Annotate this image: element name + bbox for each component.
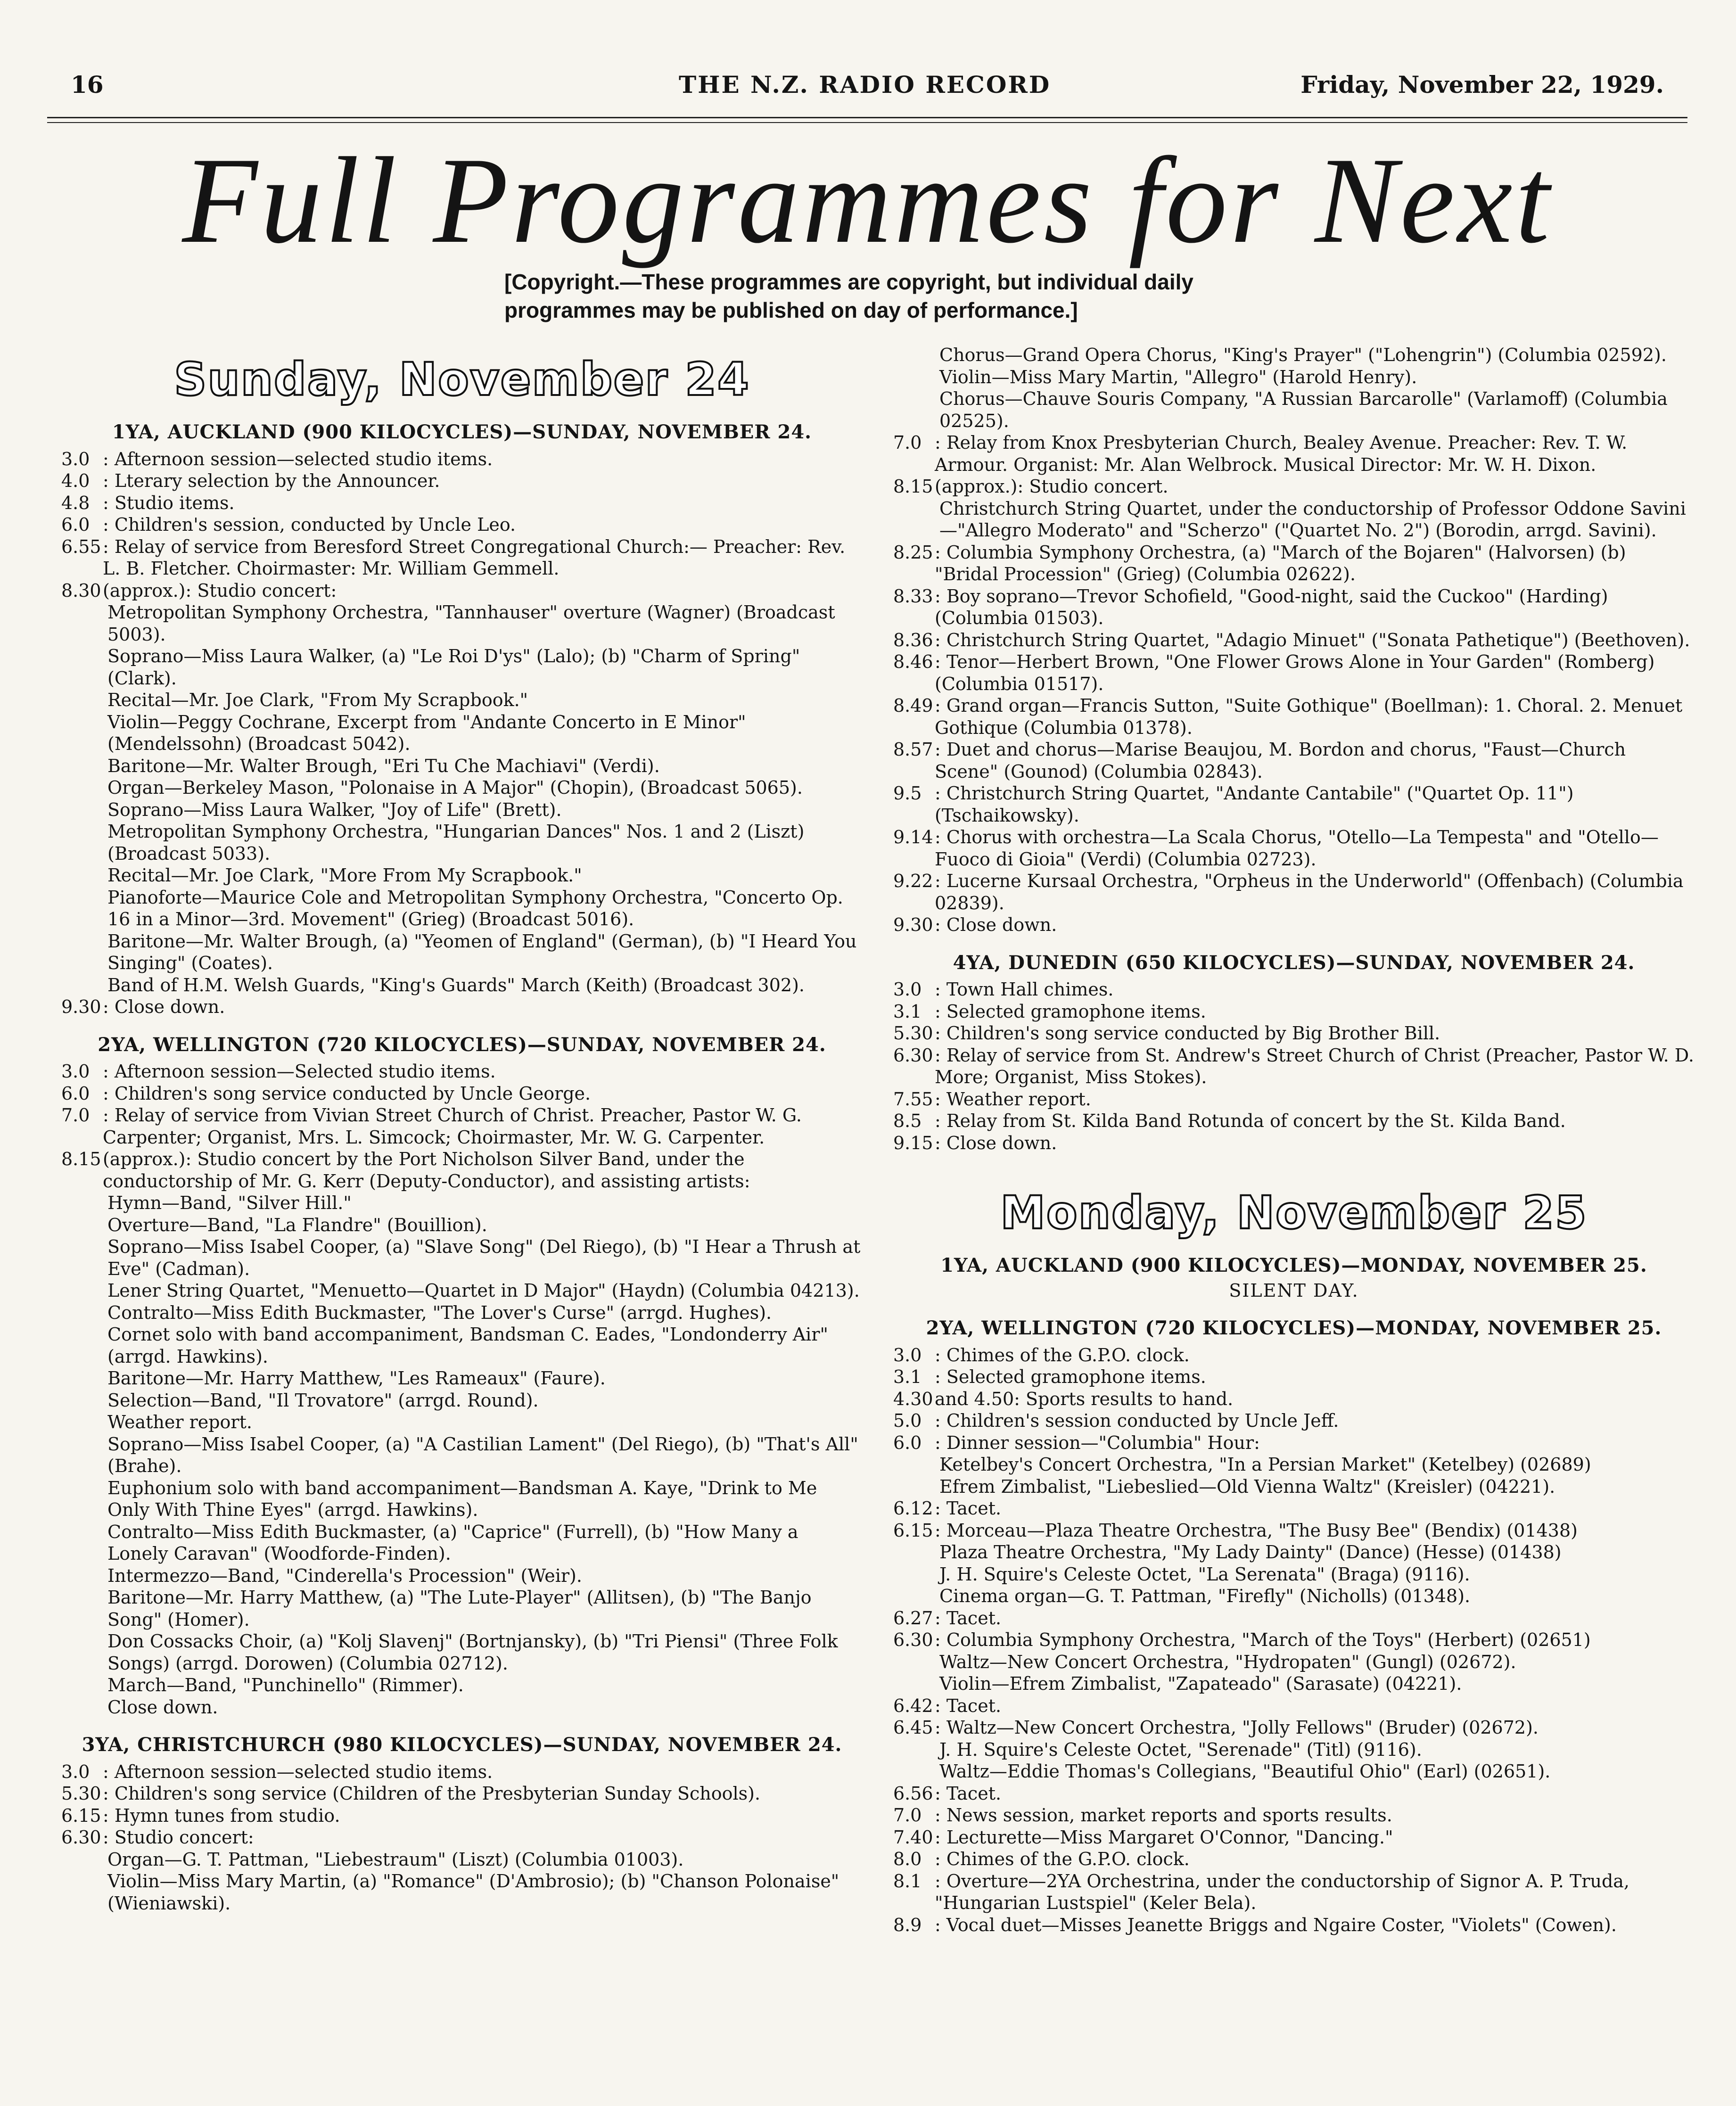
station-heading: 2YA, WELLINGTON (720 KILOCYCLES)—MONDAY, NOVEMBER 25. [926,1317,1662,1339]
concert-item: Lener String Quartet, "Menuetto—Quartet in D Major" (Haydn) (Columbia 04213). [107,1280,860,1301]
concert-item: Organ—Berkeley Mason, "Polonaise in A Major" (Chopin), (Broadcast 5065). [107,777,803,798]
dinner-item: Waltz—Eddie Thomas's Collegians, "Beautiful Ohio" (Earl) (02651). [939,1761,1551,1782]
program-line: 9.22 : Lucerne Kursaal Orchestra, "Orpheus in the Underworld" (Offenbach) (Columbia 02839). [893,871,1684,913]
concert-item: Cornet solo with band accompaniment, Bandsman C. Eades, "Londonderry Air" (arrgd. Hawkins). [107,1324,828,1367]
concert-item: Metropolitan Symphony Orchestra, "Hungarian Dances" Nos. 1 and 2 (Liszt) (Broadcast 5033). [107,821,805,864]
concert-item: Euphonium solo with band accompaniment—Bandsman A. Kaye, "Drink to Me Only With Thine Eyes" (arrgd. Hawkins). [107,1477,817,1520]
program-line: 8.49 : Grand organ—Francis Sutton, "Suite Gothique" (Boellman): 1. Choral. 2. Menuet Gothique (Columbia 01378). [893,695,1683,738]
dinner-item: Cinema organ—G. T. Pattman, "Firefly" (Nicholls) (01348). [939,1586,1471,1606]
dinner-item: Plaza Theatre Orchestra, "My Lady Dainty" (Dance) (Hesse) (01438) [939,1542,1562,1563]
program-line: 5.0 : Children's session conducted by Uncle Jeff. [893,1410,1339,1431]
concert-item: Baritone—Mr. Walter Brough, (a) "Yeomen of England" (German), (b) "I Heard You Singing" (Coates). [107,930,857,973]
program-line: 3.1 : Selected gramophone items. [893,1001,1206,1022]
program-line: 8.5 : Relay from St. Kilda Band Rotunda of concert by the St. Kilda Band. [893,1111,1566,1131]
monday-2ya-section [893,1317,1695,1936]
program-line: 5.30 : Children's song service conducted by Big Brother Bill. [893,1023,1440,1044]
station-heading: 1YA, AUCKLAND (900 KILOCYCLES)—MONDAY, NOVEMBER 25. [940,1254,1647,1276]
sunday-3ya-continued [893,344,1695,936]
page-headline: Full Programmes for Next [182,132,1553,269]
publication-title: THE N.Z. RADIO RECORD [679,71,1051,99]
station-heading: 4YA, DUNEDIN (650 KILOCYCLES)—SUNDAY, NOVEMBER 24. [953,951,1635,974]
dinner-item: Efrem Zimbalist, "Liebeslied—Old Vienna Waltz" (Kreisler) (04221). [939,1476,1555,1497]
program-line: 8.57 : Duet and chorus—Marise Beaujou, M. Bordon and chorus, "Faust—Church Scene" (Gounod) (Columbia 02843). [893,739,1626,782]
program-line: 9.30 : Close down. [61,996,225,1017]
silent-day-note: SILENT DAY. [1229,1280,1359,1301]
program-line: 6.27 : Tacet. [893,1607,1002,1629]
program-line: 8.46 : Tenor—Herbert Brown, "One Flower Grows Alone in Your Garden" (Romberg) (Columbia 01517). [893,651,1655,694]
running-head [71,71,1664,104]
program-line: 6.42 : Tacet. [893,1695,1002,1716]
sunday-2ya-section [61,1034,863,1719]
program-line: 6.15 : Morceau—Plaza Theatre Orchestra, "The Busy Bee" (Bendix) (01438) [893,1520,1578,1541]
program-line: 8.33 : Boy soprano—Trevor Schofield, "Good-night, said the Cuckoo" (Harding) (Columbia 01503). [893,585,1608,628]
program-line: 8.25 : Columbia Symphony Orchestra, (a) "March of the Bojaren" (Halvorsen) (b) "Bridal Procession" (Grieg) (Columbia 02622). [893,542,1626,584]
program-line: 6.0 : Children's song service conducted by Uncle George. [61,1083,591,1104]
program-line: 6.55 : Relay of service from Beresford Street Congregational Church:— Preacher: Rev. L. B. Fletcher. Choirmaster: Mr. William Gemmell. [61,536,846,579]
concert-item: Overture—Band, "La Flandre" (Bouillion). [107,1214,487,1235]
header-rule [47,117,1687,123]
issue-date: Friday, November 22, 1929. [1300,71,1664,99]
dinner-item: J. H. Squire's Celeste Octet, "La Serenata" (Braga) (9116). [939,1563,1470,1585]
page-number: 16 [71,71,104,99]
program-line: 3.0 : Afternoon session—selected studio items. [61,448,493,469]
program-line: 9.30 : Close down. [893,914,1057,935]
program-line: 6.0 : Children's session, conducted by Uncle Leo. [61,514,516,535]
concert-item: Recital—Mr. Joe Clark, "More From My Scrapbook." [107,865,582,886]
station-heading: 1YA, AUCKLAND (900 KILOCYCLES)—SUNDAY, NOVEMBER 24. [112,421,812,443]
dinner-item: Violin—Efrem Zimbalist, "Zapateado" (Sarasate) (04221). [939,1673,1462,1694]
concert-item: Don Cossacks Choir, (a) "Kolj Slavenj" (Bortnjansky), (b) "Tri Piensi" (Three Folk Songs) (arrgd. Dorowen) (Columbia 02712). [107,1631,838,1674]
concert-item: March—Band, "Punchinello" (Rimmer). [107,1675,464,1695]
program-line: 7.55 : Weather report. [893,1088,1091,1110]
sunday-4ya-section [893,952,1695,1154]
concert-item: Baritone—Mr. Walter Brough, "Eri Tu Che Machiavi" (Verdi). [107,755,660,776]
program-line: 3.0 : Afternoon session—selected studio items. [61,1761,493,1782]
concert-item: Baritone—Mr. Harry Matthew, (a) "The Lute-Player" (Allitsen), (b) "The Banjo Song" (Homer). [107,1587,812,1630]
concert-item: Soprano—Miss Isabel Cooper, (a) "Slave Song" (Del Riego), (b) "I Hear a Thrush at Eve" (Cadman). [107,1236,861,1279]
program-line: 6.30 : Columbia Symphony Orchestra, "March of the Toys" (Herbert) (02651) [893,1629,1591,1650]
program-line: 9.5 : Christchurch String Quartet, "Andante Cantabile" ("Quartet Op. 11") (Tschaikowsky). [893,783,1574,826]
monday-title: Monday, November 25 [1000,1186,1588,1239]
right-column [893,344,1695,1952]
program-line: 9.14 : Chorus with orchestra—La Scala Chorus, "Otello—La Tempesta" and "Otello—Fuoco di Gioia" (Verdi) (Columbia 02723). [893,827,1659,870]
concert-item: Soprano—Miss Isabel Cooper, (a) "A Castilian Lament" (Del Riego), (b) "That's All" (Brahe). [107,1433,858,1476]
program-line: 8.15 (approx.): Studio concert by the Port Nicholson Silver Band, under the conductorship of Mr. G. Kerr (Deputy-Conductor), and assisting artists: [61,1149,750,1192]
concert-item: Band of H.M. Welsh Guards, "King's Guards" March (Keith) (Broadcast 302). [107,974,805,995]
program-line: 6.0 : Dinner session—"Columbia" Hour: [893,1432,1260,1453]
concert-item: Violin—Miss Mary Martin, (a) "Romance" (D'Ambrosio); (b) "Chanson Polonaise" (Wieniawski). [107,1871,839,1914]
concert-item: Pianoforte—Maurice Cole and Metropolitan Symphony Orchestra, "Concerto Op. 16 in a Minor—3rd. Movement" (Grieg) (Broadcast 5016). [107,887,843,930]
program-line: 7.0 : Relay from Knox Presbyterian Church, Bealey Avenue. Preacher: Rev. T. W. Armour. Organist: Mr. Alan Welbrock. Musical Director: Mr. W. H. Dixon. [893,432,1628,475]
concert-item: Close down. [107,1696,218,1718]
program-line: 6.30 : Relay of service from St. Andrew's Street Church of Christ (Preacher, Pastor W. D. More; Organist, Miss Stokes). [893,1045,1694,1087]
copyright-notice: [Copyright.—These programmes are copyright, but individual daily programmes may be published on day of performance.] [504,270,1194,322]
concert-item: Violin—Peggy Cochrane, Excerpt from "Andante Concerto in E Minor" (Mendelssohn) (Broadcast 5042). [107,711,746,754]
program-line: 6.45 : Waltz—New Concert Orchestra, "Jolly Fellows" (Bruder) (02672). [893,1717,1539,1738]
program-line: 8.15 (approx.): Studio concert. [893,476,1168,497]
program-line: 6.15 : Hymn tunes from studio. [61,1805,340,1826]
station-heading: 3YA, CHRISTCHURCH (980 KILOCYCLES)—SUNDAY, NOVEMBER 24. [82,1734,842,1756]
program-line: 3.0 : Chimes of the G.P.O. clock. [893,1344,1190,1366]
program-line: 6.30 : Studio concert: [61,1827,254,1848]
program-line: 3.0 : Town Hall chimes. [893,979,1114,1000]
program-line: 6.12 : Tacet. [893,1498,1002,1519]
program-line: 6.56 : Tacet. [893,1783,1002,1804]
concert-item: Soprano—Miss Laura Walker, "Joy of Life" (Brett). [107,799,562,820]
dinner-item: Waltz—New Concert Orchestra, "Hydropaten" (Gungl) (02672). [939,1651,1516,1672]
concert-item: Soprano—Miss Laura Walker, (a) "Le Roi D'ys" (Lalo); (b) "Charm of Spring" (Clark). [107,646,800,689]
program-line: 3.1 : Selected gramophone items. [893,1366,1206,1387]
concert-item: Violin—Miss Mary Martin, "Allegro" (Harold Henry). [939,366,1417,387]
concert-item: Baritone—Mr. Harry Matthew, "Les Rameaux" (Faure). [107,1368,606,1389]
program-line: 4.0 : Lterary selection by the Announcer. [61,470,440,491]
station-heading: 2YA, WELLINGTON (720 KILOCYCLES)—SUNDAY, NOVEMBER 24. [98,1033,826,1056]
program-line: 4.30 and 4.50: Sports results to hand. [893,1388,1234,1409]
left-column [61,339,863,1930]
concert-item: Metropolitan Symphony Orchestra, "Tannhauser" overture (Wagner) (Broadcast 5003). [107,602,835,645]
concert-item: Chorus—Chauve Souris Company, "A Russian Barcarolle" (Varlamoff) (Columbia 02525). [939,388,1668,431]
concert-item: Contralto—Miss Edith Buckmaster, "The Lover's Curse" (arrgd. Hughes). [107,1302,772,1323]
concert-item: Chorus—Grand Opera Chorus, "King's Prayer" ("Lohengrin") (Columbia 02592). [939,345,1667,365]
program-line: 3.0 : Afternoon session—Selected studio items. [61,1061,496,1082]
program-line: 9.15 : Close down. [893,1132,1057,1153]
concert-item: Weather report. [107,1412,252,1432]
program-line: 8.1 : Overture—2YA Orchestrina, under the conductorship of Signor A. P. Truda, "Hungarian Lustspiel" (Keler Bela). [893,1870,1630,1913]
program-line: 7.0 : Relay of service from Vivian Street Church of Christ. Preacher, Pastor W. G. Carpenter; Organist, Mrs. L. Simcock; Choirmaster, Mr. W. G. Carpenter. [61,1105,802,1148]
program-line: 8.36 : Christchurch String Quartet, "Adagio Minuet" ("Sonata Pathetique") (Beethoven). [893,629,1690,650]
dinner-item: J. H. Squire's Celeste Octet, "Serenade" (Titl) (9116). [939,1739,1422,1760]
concert-item: Selection—Band, "Il Trovatore" (arrgd. Round). [107,1390,539,1411]
program-line: 8.30 (approx.): Studio concert: [61,580,337,601]
concert-item: Recital—Mr. Joe Clark, "From My Scrapbook." [107,690,528,710]
concert-item: Christchurch String Quartet, under the conductorship of Professor Oddone Savini—"Allegro Moderato" and "Scherzo" ("Quartet No. 2") (Borodin, arrgd. Savini). [939,498,1686,541]
program-line: 7.40 : Lecturette—Miss Margaret O'Connor, "Dancing." [893,1826,1393,1848]
program-line: 4.8 : Studio items. [61,492,235,513]
concert-item: Contralto—Miss Edith Buckmaster, (a) "Caprice" (Furrell), (b) "How Many a Lonely Caravan" (Woodforde-Finden). [107,1521,798,1564]
program-line: 8.0 : Chimes of the G.P.O. clock. [893,1849,1190,1869]
sunday-title: Sunday, November 24 [174,353,750,406]
sunday-3ya-section [61,1734,863,1914]
dinner-item: Ketelbey's Concert Orchestra, "In a Persian Market" (Ketelbey) (02689) [939,1454,1591,1475]
program-line: 8.9 : Vocal duet—Misses Jeanette Briggs and Ngaire Coster, "Violets" (Cowen). [893,1914,1617,1935]
concert-item: Organ—G. T. Pattman, "Liebestraum" (Liszt) (Columbia 01003). [107,1849,684,1870]
program-line: 5.30 : Children's song service (Children of the Presbyterian Sunday Schools). [61,1783,761,1804]
sunday-1ya-section [61,421,863,1018]
concert-item: Intermezzo—Band, "Cinderella's Procession" (Weir). [107,1565,582,1586]
monday-1ya-section [893,1255,1695,1301]
concert-item: Hymn—Band, "Silver Hill." [107,1193,352,1213]
program-line: 7.0 : News session, market reports and sports results. [893,1805,1392,1826]
